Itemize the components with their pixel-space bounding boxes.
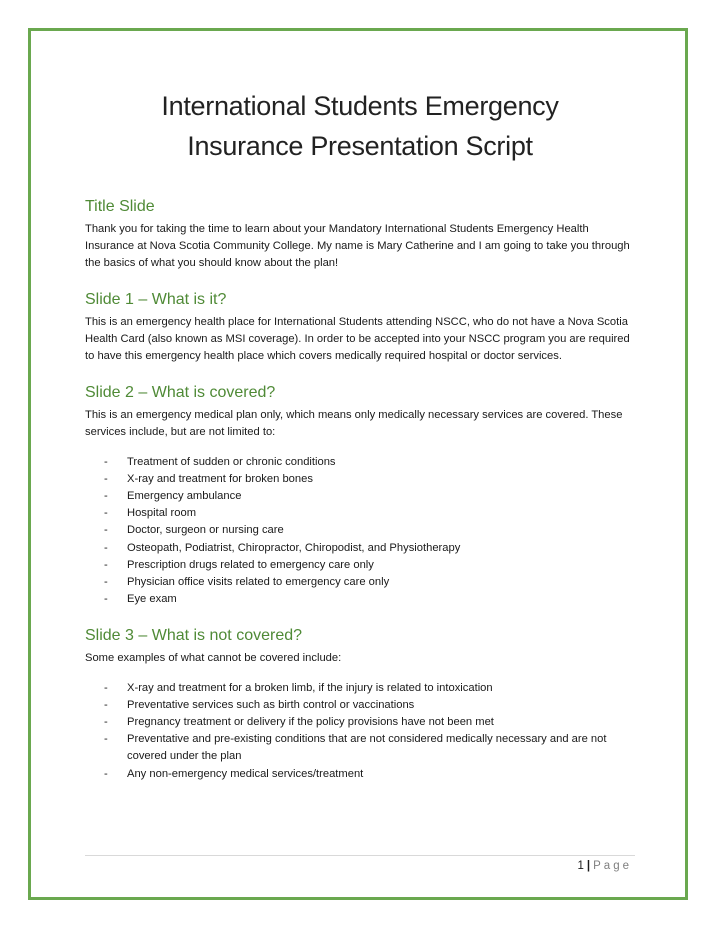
section-heading: Title Slide bbox=[85, 198, 155, 215]
section-heading: Slide 1 – What is it? bbox=[85, 290, 227, 308]
list-item-text: Prescription drugs related to emergency care only bbox=[127, 558, 374, 571]
document-title-line-1: International Students Emergency bbox=[161, 91, 559, 121]
list-item bbox=[85, 731, 635, 765]
list-item-text: Pregnancy treatment or delivery if the policy provisions have not been met bbox=[127, 716, 494, 729]
section-title-slide bbox=[85, 196, 635, 273]
bullet-dash: - bbox=[104, 558, 108, 571]
list-item bbox=[85, 697, 635, 714]
footer-separator: | bbox=[586, 860, 591, 872]
section-paragraph: This is an emergency health place for International Students attending NSCC, who do not have a Nova Scotia Health Card (also known as MSI coverage). In order to be accepted into your NSCC program you are required to have this emergency health place which covers medically required hospital or doctor services. bbox=[85, 315, 630, 363]
list-item-text: Emergency ambulance bbox=[127, 490, 242, 503]
bullet-dash: - bbox=[104, 767, 108, 780]
bullet-dash: - bbox=[104, 455, 108, 468]
list-item bbox=[85, 766, 635, 783]
list-item-text: X-ray and treatment for broken bones bbox=[127, 472, 313, 485]
section-heading: Slide 3 – What is not covered? bbox=[85, 627, 303, 645]
bullet-dash: - bbox=[104, 733, 108, 746]
section-paragraph: This is an emergency medical plan only, which means only medically necessary services are covered. These services include, but are not limited to: bbox=[85, 409, 623, 439]
not-covered-list bbox=[85, 680, 635, 783]
list-item-text: Doctor, surgeon or nursing care bbox=[127, 524, 284, 537]
bullet-dash: - bbox=[104, 576, 108, 589]
bullet-dash: - bbox=[104, 490, 108, 503]
bullet-dash: - bbox=[104, 472, 108, 485]
list-item-text: Hospital room bbox=[127, 507, 197, 520]
list-item bbox=[85, 557, 635, 574]
section-heading: Slide 2 – What is covered? bbox=[85, 384, 276, 402]
list-item-text: Osteopath, Podiatrist, Chiropractor, Chiropodist, and Physiotherapy bbox=[127, 541, 461, 554]
section-slide-1 bbox=[85, 289, 635, 366]
bullet-dash: - bbox=[104, 541, 108, 554]
section-slide-3 bbox=[85, 625, 635, 782]
list-item-text: Eye exam bbox=[127, 593, 177, 606]
list-item-text: X-ray and treatment for a broken limb, if the injury is related to intoxication bbox=[127, 681, 493, 694]
list-item bbox=[85, 505, 635, 522]
list-item-text: Any non-emergency medical services/treatment bbox=[127, 767, 364, 780]
bullet-dash: - bbox=[104, 524, 108, 537]
list-item bbox=[85, 454, 635, 471]
bullet-dash: - bbox=[104, 716, 108, 729]
page-footer bbox=[578, 858, 632, 874]
bullet-dash: - bbox=[104, 507, 108, 520]
list-item-text: Preventative and pre-existing conditions that are not considered medically necessary and are not covered under the plan bbox=[127, 733, 607, 763]
list-item bbox=[85, 714, 635, 731]
list-item-text: Preventative services such as birth control or vaccinations bbox=[127, 698, 415, 711]
footer-divider bbox=[85, 855, 635, 856]
bullet-dash: - bbox=[104, 593, 108, 606]
list-item-text: Physician office visits related to emergency care only bbox=[127, 576, 390, 589]
list-item bbox=[85, 591, 635, 608]
page-number: 1 bbox=[577, 860, 584, 872]
document-body bbox=[85, 86, 635, 783]
list-item bbox=[85, 574, 635, 591]
page-label: Page bbox=[593, 860, 632, 872]
covered-services-list bbox=[85, 454, 635, 609]
list-item bbox=[85, 471, 635, 488]
list-item bbox=[85, 540, 635, 557]
document-title bbox=[85, 86, 635, 166]
list-item-text: Treatment of sudden or chronic conditions bbox=[127, 455, 336, 468]
section-paragraph: Some examples of what cannot be covered include: bbox=[85, 652, 342, 665]
list-item bbox=[85, 680, 635, 697]
list-item bbox=[85, 488, 635, 505]
document-title-line-2: Insurance Presentation Script bbox=[187, 131, 533, 161]
list-item bbox=[85, 522, 635, 539]
section-paragraph: Thank you for taking the time to learn about your Mandatory International Students Emergency Health Insurance at Nova Scotia Community College. My name is Mary Catherine and I am going to take you through the basics of what you should know about the plan! bbox=[85, 223, 630, 270]
bullet-dash: - bbox=[104, 698, 108, 711]
bullet-dash: - bbox=[104, 681, 108, 694]
section-slide-2 bbox=[85, 382, 635, 608]
